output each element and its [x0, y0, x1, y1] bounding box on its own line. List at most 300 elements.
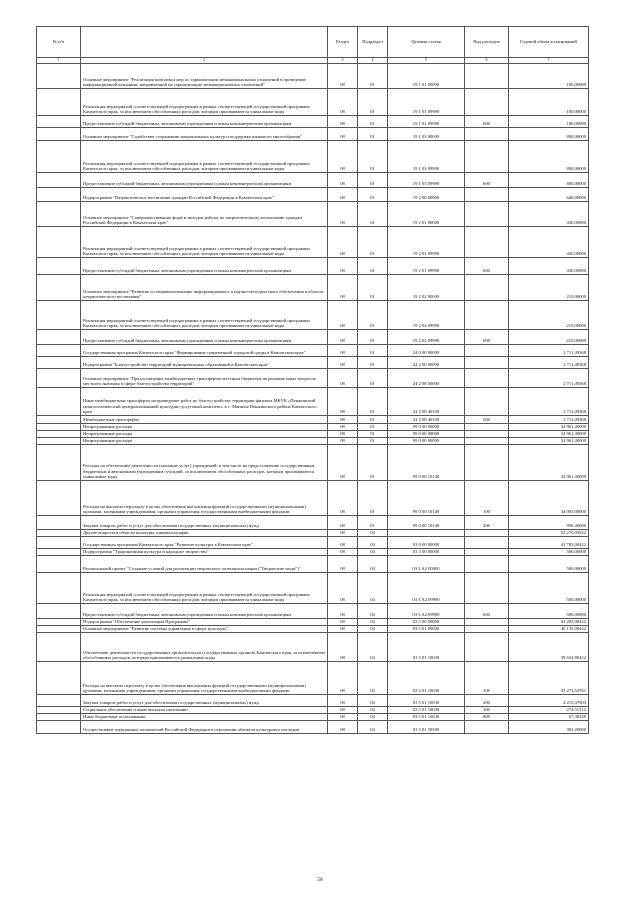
row-expense-type: 500 [465, 416, 509, 424]
row-expense-type: 800 [465, 714, 509, 721]
row-target-article: 19 2 01 00000 [388, 202, 465, 227]
row-subsection: 01 [358, 369, 388, 388]
column-number: 1 [37, 58, 81, 64]
row-name: Государственная программа Камчатского края "Развитие культуры в Камчатском крае" [81, 537, 328, 549]
row-section: 08 [328, 626, 358, 633]
row-subsection: 01 [358, 275, 388, 301]
row-target-article: 24 0 00 00000 [388, 345, 465, 357]
row-name: Иные бюджетные ассигнования [81, 714, 328, 721]
row-number [37, 330, 81, 345]
row-name: Закупка товаров, работ и услуг для обеспечения государственных (муниципальных) нужд [81, 516, 328, 530]
row-number [37, 128, 81, 141]
row-name: Основное мероприятие "Развитие и совершенствование информационного и научно-методического обеспечения в области патриотического воспитания" [81, 275, 328, 301]
row-name: Предоставление субсидий бюджетным, автономным учреждениям и иным некоммерческим организациям [81, 604, 328, 619]
row-subsection: 01 [358, 258, 388, 275]
row-target-article: 99 0 00 10140 [388, 481, 465, 516]
row-amount: 2 711,49368 [509, 416, 589, 424]
row-target-article: 03 5 01 10030 [388, 662, 465, 695]
row-subsection: 04 [358, 721, 388, 734]
row-amount: 800,00000 [509, 173, 589, 188]
row-subsection: 01 [358, 445, 388, 481]
table-row [37, 388, 589, 416]
row-target-article: 19 2 02 09990 [388, 330, 465, 345]
row-section: 08 [328, 619, 358, 626]
row-name: Непрограммные расходы [81, 424, 328, 431]
row-target-article: 19 1 03 00000 [388, 128, 465, 141]
row-section: 08 [328, 188, 358, 202]
row-section: 08 [328, 275, 358, 301]
row-target-article: 19 2 01 09990 [388, 258, 465, 275]
header-num: № п/п [37, 27, 81, 58]
row-expense-type [465, 537, 509, 549]
row-section: 08 [328, 445, 358, 481]
row-number [37, 424, 81, 431]
row-section: 08 [328, 431, 358, 438]
row-name: Основное мероприятие "Содействие сохранению национальных культур и поддержка языкового многообразия" [81, 128, 328, 141]
row-amount: 35 272,52761 [509, 662, 589, 695]
table-row [37, 573, 589, 604]
row-subsection: 01 [358, 481, 388, 516]
column-number: 2 [81, 58, 328, 64]
row-section: 08 [328, 438, 358, 445]
table-row [37, 445, 589, 481]
row-target-article: 99 0 00 10140 [388, 516, 465, 530]
row-expense-type [465, 275, 509, 301]
row-expense-type [465, 357, 509, 369]
row-target-article: 19 2 02 09990 [388, 301, 465, 330]
row-name: Подпрограмма "Патриотическое воспитание граждан Российской Федерации в Камчатском крае" [81, 188, 328, 202]
row-section: 08 [328, 424, 358, 431]
header-annual-amount: Годовой объем ассигнований [509, 27, 589, 58]
row-amount: 210,00000 [509, 301, 589, 330]
row-subsection: 01 [358, 431, 388, 438]
row-name: Реализация мероприятий соответствующей подпрограммы в рамках соответствующей государственной программы Камчатского края, за исключением обособленных расходов, которым присваиваются уникальные коды [81, 89, 328, 116]
row-section: 08 [328, 388, 358, 416]
row-name: Обеспечение деятельности государственных органов власти (государственных органов) Камчатского края, за исключением обособленных расходов, которым присваиваются уникальные коды [81, 633, 328, 662]
row-number [37, 116, 81, 128]
row-expense-type [465, 556, 509, 573]
row-amount: 430,00000 [509, 258, 589, 275]
row-expense-type [465, 549, 509, 556]
row-expense-type [465, 424, 509, 431]
row-name: Реализация мероприятий соответствующей подпрограммы в рамках соответствующей государственной программы Камчатского края, за исключением обособленных расходов, которым присваиваются уникальные коды [81, 301, 328, 330]
table-row [37, 301, 589, 330]
row-target-article: 03 5 01 00000 [388, 626, 465, 633]
table-row [37, 202, 589, 227]
row-number [37, 431, 81, 438]
row-subsection: 04 [358, 707, 388, 714]
row-expense-type: 600 [465, 330, 509, 345]
row-section: 08 [328, 556, 358, 573]
row-number [37, 721, 81, 734]
row-number [37, 633, 81, 662]
column-number: 3 [328, 58, 358, 64]
row-subsection: 04 [358, 530, 388, 537]
row-section: 08 [328, 301, 358, 330]
row-name: Реализация мероприятий соответствующей подпрограммы в рамках соответствующей государственной программы Камчатского края, за исключением обособленных расходов, которым присваиваются уникальные коды [81, 141, 328, 173]
row-section: 08 [328, 89, 358, 116]
row-amount: 100,00000 [509, 116, 589, 128]
row-section: 08 [328, 128, 358, 141]
table-row [37, 530, 589, 537]
row-amount: 800,00000 [509, 141, 589, 173]
row-amount: 500,00000 [509, 604, 589, 619]
table-row [37, 695, 589, 707]
row-expense-type [465, 369, 509, 388]
row-subsection: 04 [358, 549, 388, 556]
row-target-article: 03 5 01 10030 [388, 695, 465, 707]
row-section: 08 [328, 202, 358, 227]
row-number [37, 714, 81, 721]
row-name: Подпрограмма "Благоустройство территорий муниципальных образований в Камчатском крае" [81, 357, 328, 369]
row-expense-type [465, 445, 509, 481]
row-section: 08 [328, 258, 358, 275]
row-section: 08 [328, 714, 358, 721]
row-name: Подпрограмма "Традиционная культура и народное творчество" [81, 549, 328, 556]
row-section: 08 [328, 116, 358, 128]
row-expense-type [465, 721, 509, 734]
row-name: Социальное обеспечение и иные выплаты населению [81, 707, 328, 714]
row-name: Реализация мероприятий соответствующей подпрограммы в рамках соответствующей государственной программы Камчатского края, за исключением обособленных расходов, которым присваиваются уникальные коды [81, 227, 328, 258]
row-amount: 100,00000 [509, 64, 589, 89]
row-amount: 34 961,40000 [509, 431, 589, 438]
row-amount: 210,00000 [509, 275, 589, 301]
row-target-article: 19 1 01 09990 [388, 116, 465, 128]
table-row [37, 481, 589, 516]
table-row [37, 438, 589, 445]
table-row [37, 424, 589, 431]
row-number [37, 438, 81, 445]
row-subsection: 04 [358, 537, 388, 549]
row-target-article: 03 3 A2 09990 [388, 573, 465, 604]
row-target-article: 19 2 01 09990 [388, 227, 465, 258]
row-section: 08 [328, 662, 358, 695]
row-section: 08 [328, 357, 358, 369]
row-name: Иные межбюджетные трансферты на проведение работ по благоустройству территории филиала МКУК «Пенжинский межпоселенческий централизованный культурно-досуговый комплекс» в с. Манилы Пенжинского района Камчатского края [81, 388, 328, 416]
row-number [37, 573, 81, 604]
row-expense-type: 300 [465, 707, 509, 714]
row-subsection: 01 [358, 357, 388, 369]
row-section: 08 [328, 141, 358, 173]
row-subsection: 01 [358, 89, 388, 116]
table-row [37, 188, 589, 202]
row-subsection: 04 [358, 556, 388, 573]
row-section: 08 [328, 695, 358, 707]
row-subsection: 01 [358, 188, 388, 202]
row-expense-type [465, 141, 509, 173]
row-number [37, 707, 81, 714]
table-row [37, 549, 589, 556]
row-number [37, 345, 81, 357]
row-name: Предоставление субсидий бюджетным, автономным учреждениям и иным некоммерческим организациям [81, 173, 328, 188]
row-number [37, 89, 81, 116]
row-amount: 40 135,00422 [509, 626, 589, 633]
row-section: 08 [328, 345, 358, 357]
row-target-article: 03 3 A2 00000 [388, 556, 465, 573]
row-expense-type [465, 431, 509, 438]
budget-document [36, 26, 588, 734]
row-amount: 2 711,49368 [509, 369, 589, 388]
table-body [37, 64, 589, 734]
row-amount: 52 270,05922 [509, 530, 589, 537]
row-section: 08 [328, 530, 358, 537]
row-subsection: 01 [358, 416, 388, 424]
row-target-article: 03 3 A2 09990 [388, 604, 465, 619]
row-amount: 302,20000 [509, 721, 589, 734]
row-target-article: 24 2 00 00000 [388, 357, 465, 369]
table-row [37, 275, 589, 301]
row-name: Другие вопросы в области культуры, кинематографии [81, 530, 328, 537]
row-name: Расходы на выплаты персоналу в целях обеспечения выполнения функций государственными (муниципальными) органами, казенными учреждениями, органами управления государственными внебюджетными фондами [81, 481, 328, 516]
row-name: Реализация мероприятий соответствующей подпрограммы в рамках соответствующей государственной программы Камчатского края, за исключением обособленных расходов, которым присваиваются уникальные коды [81, 573, 328, 604]
row-name: Региональный проект "Создание условий для реализации творческого потенциала нации ("Творческие люди")" [81, 556, 328, 573]
row-amount: 34 961,40000 [509, 438, 589, 445]
row-section: 08 [328, 227, 358, 258]
row-amount: 4 215,37903 [509, 695, 589, 707]
row-number [37, 530, 81, 537]
table-row [37, 431, 589, 438]
row-expense-type [465, 64, 509, 89]
row-subsection: 01 [358, 345, 388, 357]
row-target-article: 03 5 00 00000 [388, 619, 465, 626]
row-section: 08 [328, 173, 358, 188]
row-section: 08 [328, 721, 358, 734]
row-number [37, 258, 81, 275]
row-name: Закупка товаров, работ и услуг для обеспечения государственных (муниципальных) нужд [81, 695, 328, 707]
row-target-article: 03 5 01 59500 [388, 721, 465, 734]
row-target-article: 19 1 01 09990 [388, 89, 465, 116]
row-section: 08 [328, 549, 358, 556]
row-subsection: 04 [358, 573, 388, 604]
row-section: 08 [328, 64, 358, 89]
row-number [37, 188, 81, 202]
row-target-article: 99 0 00 00000 [388, 424, 465, 431]
header-target-article: Целевая статья [388, 27, 465, 58]
row-amount: 41 785,00422 [509, 537, 589, 549]
table-row [37, 633, 589, 662]
row-subsection: 04 [358, 626, 388, 633]
table-row [37, 416, 589, 424]
row-amount: 640,00000 [509, 188, 589, 202]
row-number [37, 227, 81, 258]
row-expense-type [465, 619, 509, 626]
row-amount: 500,00000 [509, 573, 589, 604]
row-number [37, 141, 81, 173]
row-number [37, 481, 81, 516]
row-amount: 67,38249 [509, 714, 589, 721]
row-name: Государственная программа Камчатского края "Формирование современной городской среды в Камчатском крае" [81, 345, 328, 357]
header-section: Раздел [328, 27, 358, 58]
row-amount: 430,00000 [509, 227, 589, 258]
row-target-article: 99 0 00 00000 [388, 438, 465, 445]
row-expense-type [465, 188, 509, 202]
row-amount: 34 005,00000 [509, 481, 589, 516]
row-number [37, 556, 81, 573]
row-amount: 2 711,49368 [509, 388, 589, 416]
row-number [37, 64, 81, 89]
row-name: Основное мероприятие "Совершенствование форм и методов работы по патриотическому воспитанию граждан Российской Федерации в Камчатском крае" [81, 202, 328, 227]
row-amount: 500,00000 [509, 549, 589, 556]
table-row [37, 537, 589, 549]
row-name: Предоставление субсидий бюджетным, автономным учреждениям и иным некоммерческим организациям [81, 330, 328, 345]
row-expense-type: 600 [465, 116, 509, 128]
row-target-article: 19 2 02 00000 [388, 275, 465, 301]
row-number [37, 369, 81, 388]
row-number [37, 445, 81, 481]
row-expense-type [465, 438, 509, 445]
row-subsection: 04 [358, 619, 388, 626]
row-number [37, 357, 81, 369]
row-number [37, 537, 81, 549]
row-name: Подпрограмма "Обеспечение реализации Программы" [81, 619, 328, 626]
row-target-article: 03 0 00 00000 [388, 537, 465, 549]
header-row [37, 27, 589, 58]
row-subsection: 01 [358, 438, 388, 445]
row-amount: 500,00000 [509, 556, 589, 573]
row-section: 08 [328, 416, 358, 424]
table-row [37, 258, 589, 275]
column-number: 5 [388, 58, 465, 64]
row-number [37, 619, 81, 626]
column-number: 6 [465, 58, 509, 64]
table-row [37, 128, 589, 141]
row-subsection: 04 [358, 633, 388, 662]
row-amount: 800,00000 [509, 128, 589, 141]
row-section: 08 [328, 330, 358, 345]
row-expense-type [465, 388, 509, 416]
row-number [37, 202, 81, 227]
budget-table [36, 26, 589, 734]
row-target-article: 19 1 01 00000 [388, 64, 465, 89]
row-expense-type: 200 [465, 695, 509, 707]
table-row [37, 369, 589, 388]
row-target-article: 03 5 01 10030 [388, 633, 465, 662]
row-number [37, 549, 81, 556]
row-amount: 210,00000 [509, 330, 589, 345]
row-subsection: 01 [358, 141, 388, 173]
table-row [37, 116, 589, 128]
row-subsection: 01 [358, 388, 388, 416]
table-row [37, 64, 589, 89]
row-expense-type [465, 573, 509, 604]
row-amount: 34 961,40000 [509, 424, 589, 431]
row-subsection: 01 [358, 116, 388, 128]
row-target-article: 19 1 03 09990 [388, 141, 465, 173]
row-expense-type [465, 301, 509, 330]
row-subsection: 04 [358, 714, 388, 721]
row-subsection: 01 [358, 330, 388, 345]
row-target-article: 99 0 00 10140 [388, 445, 465, 481]
row-name: Непрограммные расходы [81, 431, 328, 438]
row-subsection: 01 [358, 516, 388, 530]
row-name: Основное мероприятие "Предоставление межбюджетных трансфертов местным бюджетам на решение иных вопросов местного значения в сфере благоустройства территорий" [81, 369, 328, 388]
table-row [37, 173, 589, 188]
row-number [37, 626, 81, 633]
row-subsection: 01 [358, 173, 388, 188]
row-target-article: 19 1 03 09990 [388, 173, 465, 188]
column-number: 7 [509, 58, 589, 64]
row-subsection: 01 [358, 301, 388, 330]
row-target-article: 99 0 00 00000 [388, 431, 465, 438]
row-section: 08 [328, 707, 358, 714]
row-expense-type: 100 [465, 481, 509, 516]
row-number [37, 388, 81, 416]
row-number [37, 662, 81, 695]
row-section: 08 [328, 604, 358, 619]
table-row [37, 626, 589, 633]
row-number [37, 604, 81, 619]
row-section: 08 [328, 481, 358, 516]
row-amount: 34 961,40000 [509, 445, 589, 481]
row-number [37, 516, 81, 530]
row-subsection: 04 [358, 662, 388, 695]
row-number [37, 695, 81, 707]
row-subsection: 01 [358, 128, 388, 141]
row-expense-type [465, 202, 509, 227]
row-expense-type: 600 [465, 173, 509, 188]
row-amount: 2 711,49368 [509, 357, 589, 369]
row-amount: 430,00000 [509, 202, 589, 227]
row-name: Предоставление субсидий бюджетным, автономным учреждениям и иным некоммерческим организациям [81, 116, 328, 128]
column-number: 4 [358, 58, 388, 64]
row-subsection: 04 [358, 695, 388, 707]
row-name: Расходы на выплаты персоналу в целях обеспечения выполнения функций государственными (муниципальными) органами, казенными учреждениями, органами управления государственными внебюджетными фондами [81, 662, 328, 695]
row-section: 08 [328, 369, 358, 388]
row-amount: 274,51512 [509, 707, 589, 714]
table-row [37, 662, 589, 695]
header-subsection: Подраздел [358, 27, 388, 58]
row-number [37, 301, 81, 330]
row-amount: 100,00000 [509, 89, 589, 116]
table-row [37, 357, 589, 369]
row-expense-type [465, 626, 509, 633]
row-section: 08 [328, 537, 358, 549]
table-row [37, 721, 589, 734]
row-section: 08 [328, 573, 358, 604]
table-row [37, 345, 589, 357]
row-subsection: 01 [358, 64, 388, 89]
table-row [37, 556, 589, 573]
row-expense-type: 600 [465, 258, 509, 275]
table-row [37, 714, 589, 721]
row-name: Основное мероприятие "Развитие системы управления в сфере культуры" [81, 626, 328, 633]
row-name: Предоставление субсидий бюджетным, автономным учреждениям и иным некоммерческим организациям [81, 258, 328, 275]
header-expense-type: Вид расходов [465, 27, 509, 58]
row-expense-type [465, 345, 509, 357]
header-name [81, 27, 328, 58]
table-row [37, 604, 589, 619]
row-expense-type [465, 89, 509, 116]
table-row [37, 707, 589, 714]
row-target-article [388, 530, 465, 537]
table-row [37, 227, 589, 258]
row-subsection: 01 [358, 424, 388, 431]
row-amount: 39 632,80422 [509, 633, 589, 662]
row-expense-type: 200 [465, 516, 509, 530]
table-row [37, 89, 589, 116]
row-expense-type: 600 [465, 604, 509, 619]
row-target-article: 03 3 00 00000 [388, 549, 465, 556]
row-amount: 41 285,00422 [509, 619, 589, 626]
row-subsection: 01 [358, 227, 388, 258]
row-number [37, 173, 81, 188]
table-row [37, 330, 589, 345]
row-amount: 956,40000 [509, 516, 589, 530]
row-section: 08 [328, 633, 358, 662]
row-name: Осуществление переданных полномочий Российской Федерации в отношении объектов культурного наследия [81, 721, 328, 734]
row-subsection: 01 [358, 202, 388, 227]
row-subsection: 04 [358, 604, 388, 619]
